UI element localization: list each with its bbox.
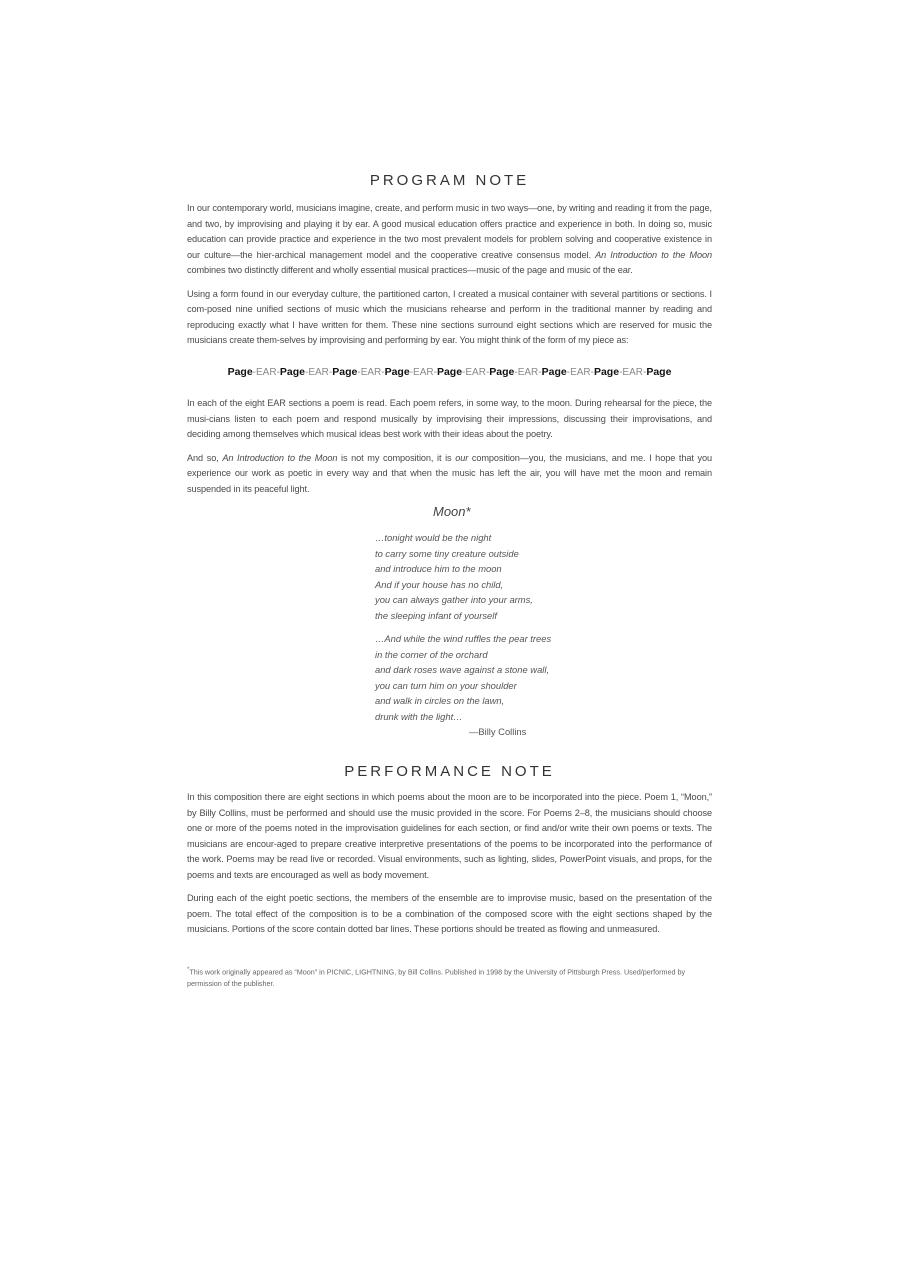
form-ear: -EAR-: [514, 367, 542, 378]
footnote-marker: *: [187, 967, 190, 973]
poem-title: Moon*: [433, 504, 471, 519]
form-page: Page: [541, 366, 567, 378]
poem-line: you can turn him on your shoulder: [375, 679, 517, 691]
footnote: [187, 965, 715, 989]
poem-line: to carry some tiny creature outside: [375, 547, 519, 559]
poem-attribution: —Billy Collins: [469, 726, 527, 737]
form-page: Page: [332, 366, 358, 378]
text-run: composition—you, the musicians, and me. I hope that you experience our work as poetic in every way and that when the music has left the air, you will have met the moon and remain suspended in its peaceful light.: [187, 452, 712, 494]
emphasis: our: [455, 452, 469, 463]
poem-line: you can always gather into your arms,: [375, 594, 533, 606]
poem-line: …And while the wind ruffles the pear trees: [375, 633, 552, 644]
form-page: Page: [279, 366, 306, 378]
form-page: Page: [646, 366, 672, 378]
program-note-paragraph-1: [187, 201, 712, 279]
work-title: An Introduction to the Moon: [595, 249, 712, 260]
poem-stanza-1: [375, 530, 635, 624]
form-page: Page: [436, 366, 463, 378]
text-run: is not my composition, it is: [337, 452, 456, 463]
form-ear: -EAR-: [305, 367, 333, 378]
poem-line: and walk in circles on the lawn,: [375, 695, 505, 707]
text-run: In our contemporary world, musicians imagine, create, and perform music in two ways—one, by writing and reading it from the page, and two, by improvising and playing it by ear. A good musical education offers practice and experience in both. In doing so, music education can provide practice and experience in the two most prevalent models for problem solving and cooperative existence in our culture—the hier-archical management model and the cooperative creative consensus model.: [187, 203, 712, 260]
form-page: Page: [489, 366, 515, 378]
poem-stanza-2: [375, 631, 635, 725]
program-note-body-2: [187, 396, 712, 505]
poem-line: And if your house has no child,: [375, 578, 504, 590]
form-ear: -EAR-: [409, 367, 437, 378]
footnote-text: This work originally appeared as “Moon” in PICNIC, LIGHTNING, by Bill Collins. Published in 1998 by the University of Pittsburgh Press. Used/performed by permission of the publisher.: [187, 967, 686, 988]
program-note-paragraph-2: Using a form found in our everyday culture, the partitioned carton, I created a musical container with several partitions or sections. I com-posed nine unified sections of music which the musicians rehearse and perform in the traditional manner by reading and reproducing exactly what I have written for them. These nine sections surround eight sections which are reserved for music the musicians create them-selves by improvising and performing by ear. You might think of the form of my piece as:: [187, 288, 712, 345]
performance-note-paragraph-1: In this composition there are eight sections in which poems about the moon are to be incorporated into the piece. Poem 1, “Moon,” by Billy Collins, must be performed and should use the music provided in the score. For Poems 2–8, the musicians should choose one or more of the poems noted in the improvisation guidelines for each section, or find and/or write their own poems or texts. The musicians are encour-aged to prepare creative interpretive presentations of the poems to be incorporated into the performance of the work. Poems may be read live or recorded. Visual environments, such as lighting, slides, PowerPoint visuals, and props, for the poems and texts are encouraged as well as body movement.: [187, 792, 712, 880]
poem-line: the sleeping infant of yourself: [375, 609, 497, 621]
poem-line: and introduce him to the moon: [375, 563, 502, 575]
poem-line: …tonight would be the night: [375, 532, 492, 543]
performance-note-section: [187, 763, 712, 780]
form-line: [187, 366, 712, 378]
text-run: combines two distinctly different and wholly essential musical practices—music of the page and music of the ear.: [187, 265, 633, 275]
work-title: An Introduction to the Moon: [222, 452, 338, 463]
performance-note-paragraph-2: During each of the eight poetic sections, the members of the ensemble are to improvise music, based on the presentation of the poem. The total effect of the composition is to be a combination of the composed score with the eight sections shaped by the musicians. Portions of the score contain dotted bar lines. These portions should be treated as flowing and unmeasured.: [187, 893, 712, 934]
form-page: Page: [384, 366, 410, 378]
form-ear: -EAR-: [566, 367, 594, 378]
form-ear: -EAR-: [462, 367, 490, 378]
form-ear: -EAR-: [252, 367, 280, 378]
poem-line: in the corner of the orchard: [375, 648, 488, 660]
text-run: And so,: [187, 452, 223, 463]
program-note-paragraph-3: In each of the eight EAR sections a poem is read. Each poem refers, in some way, to the moon. During rehearsal for the piece, the musi-cians listen to each poem and respond musically by improvising their impressions, discussing their improvisations, and deciding among themselves which musical ideas best work with their ideas about the poetry.: [187, 398, 712, 439]
program-note-body: [187, 201, 712, 357]
form-ear: -EAR-: [619, 367, 647, 378]
poem-line: and dark roses wave against a stone wall,: [375, 664, 550, 676]
form-page: Page: [593, 366, 620, 378]
performance-note-body: [187, 790, 712, 946]
performance-note-heading: PERFORMANCE NOTE: [344, 763, 555, 780]
form-diagram: [187, 366, 712, 378]
poem-line: drunk with the light…: [375, 710, 463, 722]
program-note-paragraph-4: [187, 451, 712, 498]
program-note-heading: PROGRAM NOTE: [369, 172, 530, 189]
form-ear: -EAR-: [357, 367, 385, 378]
program-note-section: [187, 172, 712, 189]
form-page: Page: [227, 366, 253, 378]
